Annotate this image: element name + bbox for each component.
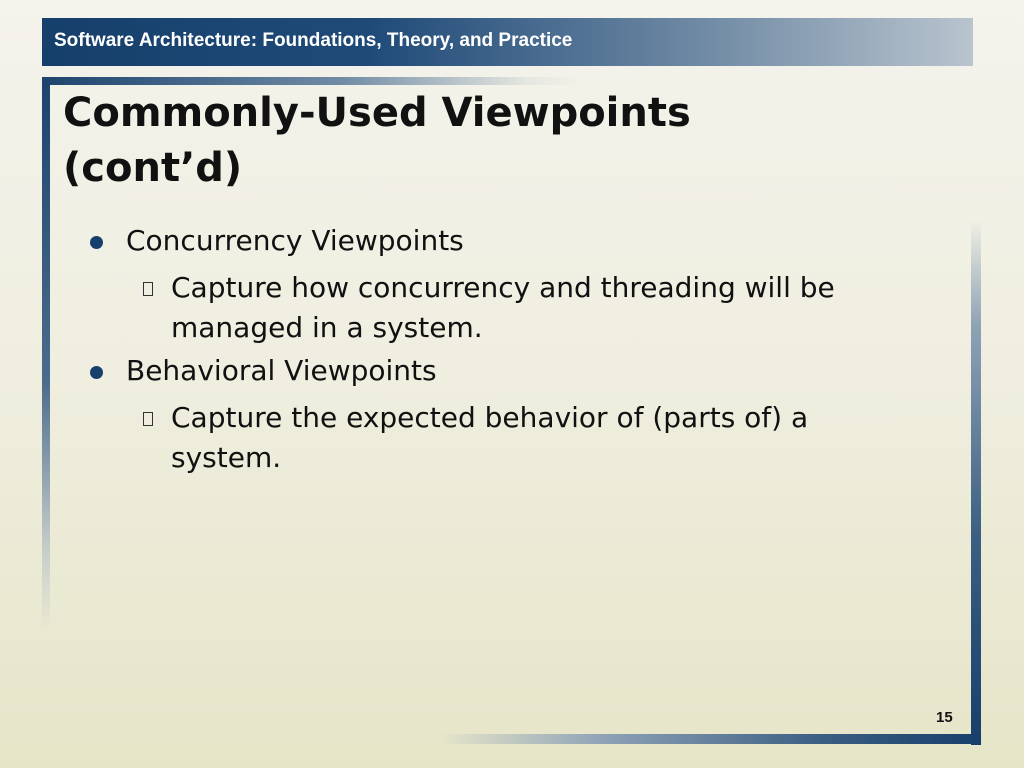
bullet-item	[90, 352, 920, 478]
bullet-dot-icon	[90, 236, 103, 249]
bullet-text: Behavioral Viewpoints	[126, 354, 437, 387]
left-accent-line	[42, 80, 50, 630]
sub-bullet-list	[126, 268, 920, 348]
sub-bullet-item	[126, 398, 920, 478]
title-line-1: Commonly-Used Viewpoints	[63, 90, 691, 136]
header-text: Software Architecture: Foundations, Theory, and Practice	[54, 30, 573, 51]
title-line-2: (cont’d)	[63, 145, 243, 191]
bullet-dot-icon	[90, 366, 103, 379]
sub-bullet-box-icon	[143, 412, 153, 426]
top-accent-line	[42, 77, 582, 85]
bullet-text: Concurrency Viewpoints	[126, 224, 464, 257]
sub-bullet-box-icon	[143, 282, 153, 296]
page-number: 15	[936, 709, 953, 726]
sub-bullet-list	[126, 398, 920, 478]
sub-bullet-item	[126, 268, 920, 348]
bottom-accent-line	[440, 734, 981, 744]
header-bar	[42, 18, 973, 66]
bullet-list	[90, 222, 920, 482]
sub-bullet-text: Capture the expected behavior of (parts of) a system.	[171, 401, 809, 474]
sub-bullet-text: Capture how concurrency and threading will be managed in a system.	[171, 271, 835, 344]
bullet-item	[90, 222, 920, 348]
slide-title	[63, 86, 943, 196]
right-accent-line	[971, 220, 981, 745]
